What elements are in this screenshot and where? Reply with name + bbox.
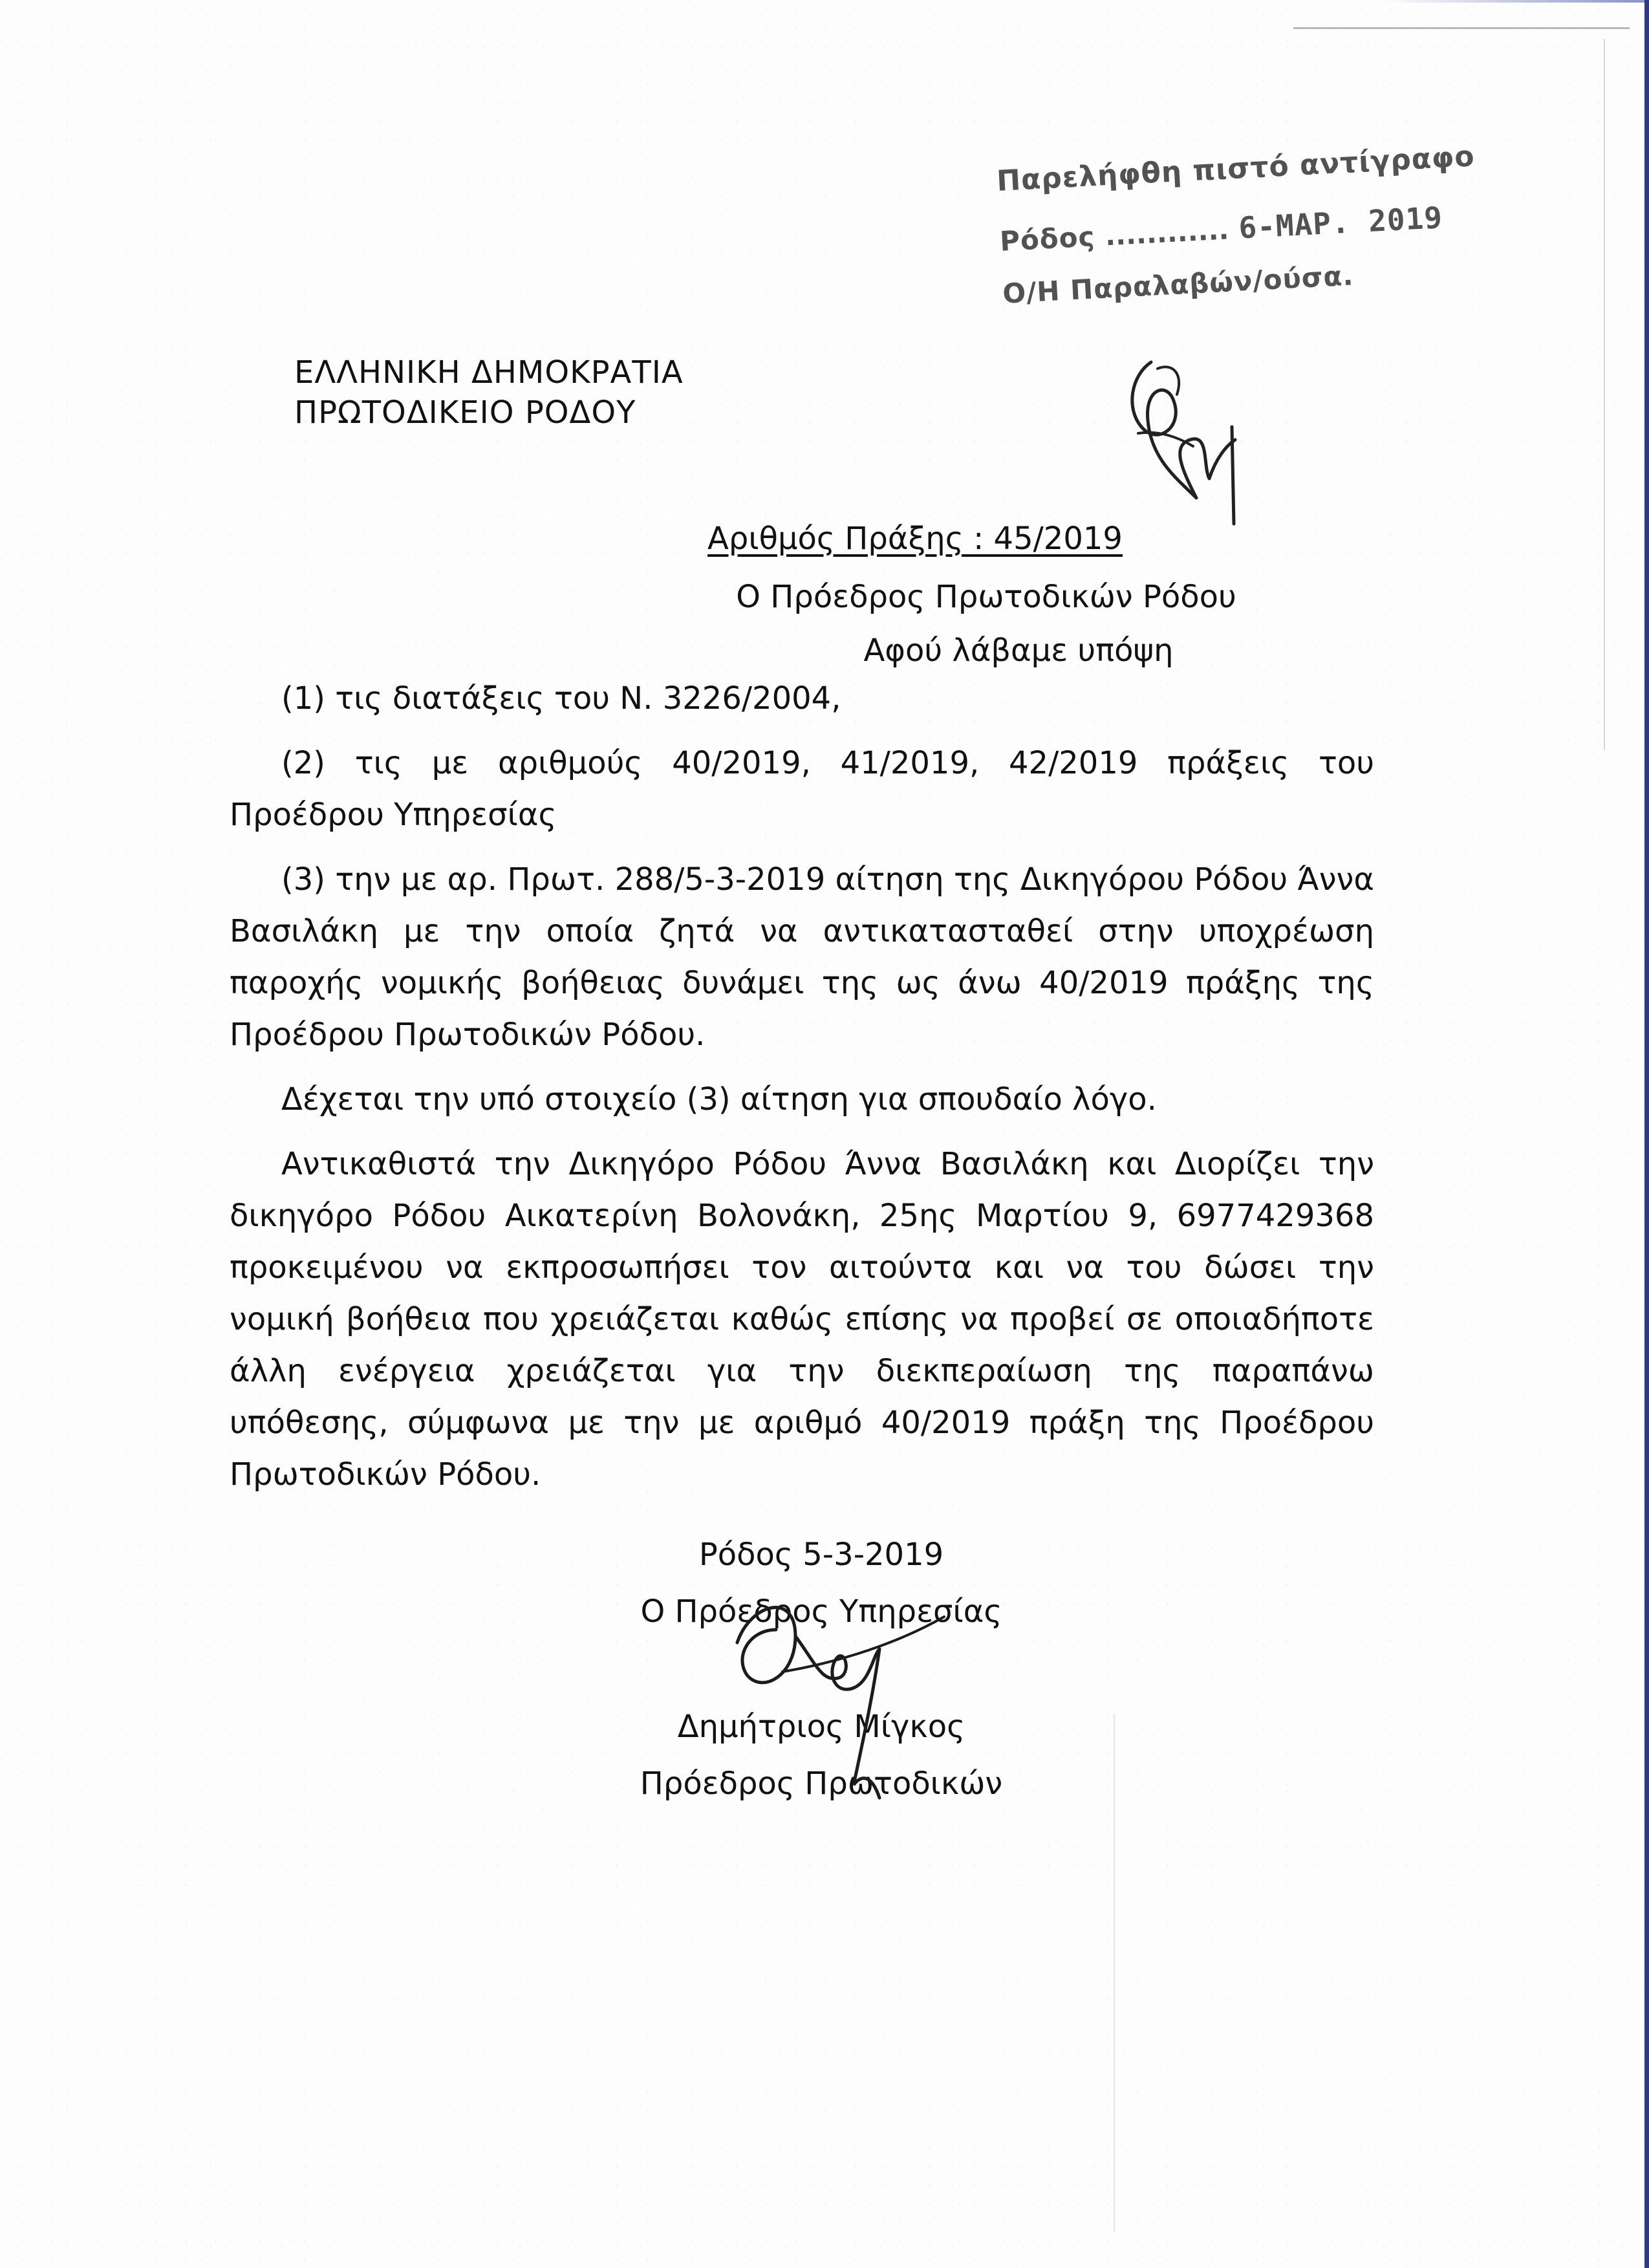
- body-paragraph-4: Δέχεται την υπό στοιχείο (3) αίτηση για σπουδαίο λόγο.: [281, 1081, 1157, 1118]
- scan-edge-top: [1386, 0, 1644, 3]
- stamp-dots: ............: [1104, 213, 1230, 252]
- document-header: [294, 352, 684, 433]
- scan-artifact-line: [1293, 27, 1630, 29]
- body-paragraph-5: Αντικαθιστά την Δικηγόρο Ρόδου Άννα Βασιλάκη και Διορίζει την δικηγόρο Ρόδου Αικατερίνη Βολονάκη, 25ης Μαρτίου 9, 6977429368 προκειμένου να εκπροσωπήσει τον αιτούντα και να του δώσει την νομική βοήθεια που χρειάζεται καθώς επίσης να προβεί σε οποιαδήποτε άλλη ενέργεια χρειάζεται για την διεκπεραίωση της παραπάνω υπόθεσης, σύμφωνα με την με αριθμό 40/2019 πράξη της Προέδρου Πρωτοδικών Ρόδου.: [230, 1146, 1374, 1493]
- body-paragraph-2: (2) τις με αριθμούς 40/2019, 41/2019, 42/2019 πράξεις του Προέδρου Υπηρεσίας: [230, 745, 1374, 833]
- issuing-authority: Ο Πρόεδρος Πρωτοδικών Ρόδου: [736, 579, 1236, 615]
- stamp-place: Ρόδος: [998, 221, 1096, 257]
- place-date: Ρόδος 5-3-2019: [698, 1537, 944, 1573]
- signer-name: Δημήτριος Μίγκος: [677, 1709, 965, 1745]
- document-body: [230, 673, 1374, 1513]
- president-signature: [724, 1565, 983, 1811]
- considering-heading: Αφού λάβαμε υπόψη: [863, 632, 1174, 669]
- stamp-date: 6-ΜΑΡ. 2019: [1238, 199, 1444, 246]
- header-republic: ΕΛΛΗΝΙΚΗ ΔΗΜΟΚΡΑΤΙΑ: [294, 354, 684, 391]
- scan-artifact-line: [1114, 1714, 1115, 2231]
- stamp-line-place-date: [999, 200, 1443, 258]
- body-paragraph-1: (1) τις διατάξεις του Ν. 3226/2004,: [281, 680, 841, 717]
- stamp-line-recipient: Ο/Η Παραλαβών/ούσα.: [1002, 259, 1355, 310]
- header-court: ΠΡΩΤΟΔΙΚΕΙΟ ΡΟΔΟΥ: [294, 394, 636, 431]
- receipt-stamp: [996, 140, 1476, 310]
- signer-title: Πρόεδρος Πρωτοδικών: [640, 1766, 1003, 1802]
- scan-edge-right: [1644, 0, 1649, 2268]
- signer-role: Ο Πρόεδρος Υπηρεσίας: [640, 1593, 1002, 1630]
- recipient-signature: [1112, 349, 1255, 530]
- body-paragraph-3: (3) την με αρ. Πρωτ. 288/5-3-2019 αίτηση της Δικηγόρου Ρόδου Άννα Βασιλάκη με την οποία ζητά να αντικατασταθεί στην υποχρέωση παροχής νομικής βοήθειας δυνάμει της ως άνω 40/2019 πράξης της Προέδρου Πρωτοδικών Ρόδου.: [230, 861, 1374, 1053]
- stamp-line-received: Παρελήφθη πιστό αντίγραφο: [996, 140, 1476, 198]
- act-number: Αριθμός Πράξης : 45/2019: [707, 521, 1123, 557]
